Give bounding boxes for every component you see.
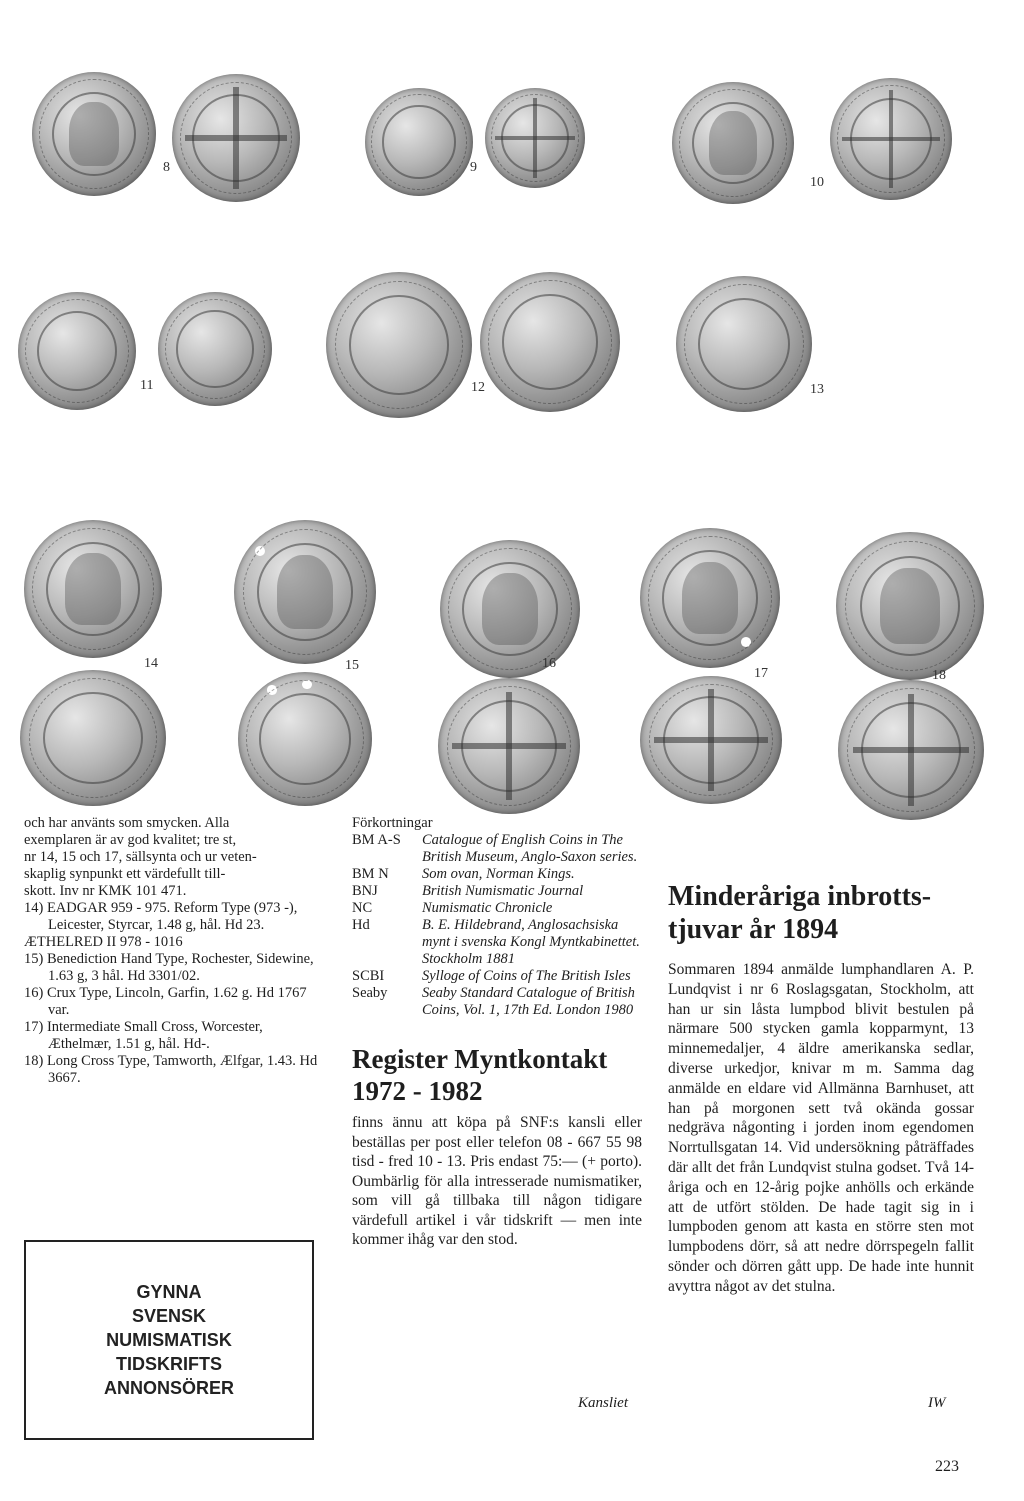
register-signature: Kansliet <box>578 1395 629 1411</box>
catalogue-column <box>24 815 324 1087</box>
figure-number: 17 <box>754 666 768 681</box>
abbreviation-value: Seaby Standard Catalogue of British Coins, Vol. 1, 17th Ed. London 1980 <box>422 985 635 1018</box>
figure-number: 10 <box>810 175 824 190</box>
ad-line: GYNNA <box>136 1282 202 1302</box>
article-title <box>668 880 974 946</box>
abbreviation-row <box>352 917 642 968</box>
abbreviation-key: Seaby <box>352 985 388 1001</box>
coin-16-reverse <box>438 678 580 814</box>
abbreviations-column <box>352 815 642 1250</box>
abbreviation-row <box>352 900 642 917</box>
advertiser-box <box>24 1240 314 1440</box>
abbreviation-value: Numismatic Chronicle <box>422 900 553 916</box>
figure-number: 14 <box>144 656 158 671</box>
figure-number: 12 <box>471 380 485 395</box>
coin-18-reverse <box>838 680 984 820</box>
abbreviation-value: Sylloge of Coins of The British Isles <box>422 968 631 984</box>
abbreviation-row <box>352 968 642 985</box>
coin-14-reverse <box>20 670 166 806</box>
abbreviation-row <box>352 866 642 883</box>
abbreviation-value: British Numismatic Journal <box>422 883 584 899</box>
article-title-line: tjuvar år 1894 <box>668 914 839 945</box>
abbreviation-key: NC <box>352 900 373 916</box>
coin-16-obverse <box>440 540 580 678</box>
figure-number: 8 <box>163 160 170 175</box>
reign-heading: ÆTHELRED II 978 - 1016 <box>24 934 183 950</box>
register-body: finns ännu att köpa på SNF:s kansli eller beställas per post eller telefon 08 - 667 55 98 tisd - fred 10 - 13. Pris endast 75:— (+ porto). Oumbärlig för alla intresserade numismatiker, som vill gå tillbaka till någon tidigare värdefull artikel i vår tidskrift — men inte kommer ihåg var den stod. <box>352 1114 642 1248</box>
coin-12-obverse <box>326 272 472 418</box>
article-body: Sommaren 1894 anmälde lumphandlaren A. P. Lundqvist i nr 6 Roslagsgatan, Stockholm, att han ur sin låsta lumpbod blivit bestulen på närmare 500 stycken gamla kopparmynt, 13 minnemedaljer, 4 äldre amerikanska sedlar, diverse urkedjor, knivar m m. Samma dag anmälde en eldare vid Allmänna Barnhuset, att han på morgonen sett två okända gossar nedgräva någonting i jorden inom egendomen Norrtullsgatan 14. Vid undersökning påträffades där allt det från Lundqvist stulna godset. Två 14-åriga och en 12-årig pojke anhölls och erkände att de utfört stölden. De hade tagit sig in i lumpboden genom att kasta en större sten mot lumpbodens dörr, så att nedre dörrspegeln fallit sönder och dörren gått upp. De hade inte hunnit avyttra något av det stulna. <box>668 961 974 1295</box>
register-title <box>352 1043 642 1107</box>
catalogue-entry: 18) Long Cross Type, Tamworth, Ælfgar, 1.43. Hd 3667. <box>24 1053 318 1086</box>
abbreviation-key: BNJ <box>352 883 378 899</box>
coin-13 <box>676 276 812 412</box>
catalogue-entry: 15) Benediction Hand Type, Rochester, Sidewine, 1.63 g, 3 hål. Hd 3301/02. <box>24 951 314 984</box>
coin-8-obverse <box>32 72 156 196</box>
register-title-line: Register Myntkontakt <box>352 1044 608 1074</box>
coin-10-reverse <box>830 78 952 200</box>
intro-line: exemplaren är av god kvalitet; tre st, <box>24 832 237 848</box>
ad-line: SVENSK <box>131 1306 206 1326</box>
article-signature: IW <box>928 1395 946 1411</box>
abbreviation-row <box>352 985 642 1019</box>
figure-number: 9 <box>470 160 477 175</box>
figure-number: 18 <box>932 668 946 683</box>
figure-number: 15 <box>345 658 359 673</box>
abbreviation-value: B. E. Hildebrand, Anglosachsiska mynt i svenska Kongl Myntkabinettet. Stockholm 1881 <box>422 917 640 967</box>
article-column <box>668 880 974 1297</box>
coin-12-reverse <box>480 272 620 412</box>
intro-line: skaplig synpunkt ett värdefullt till- <box>24 866 226 882</box>
intro-line: och har använts som smycken. Alla <box>24 815 230 831</box>
ad-line: TIDSKRIFTS <box>115 1354 222 1374</box>
article-title-line: Minderåriga inbrotts- <box>668 881 932 912</box>
intro-line: skott. Inv nr KMK 101 471. <box>24 883 187 899</box>
abbreviation-key: BM A-S <box>352 832 401 848</box>
coin-14-obverse <box>24 520 162 658</box>
abbreviation-key: Hd <box>352 917 370 933</box>
abbreviations-heading: Förkortningar <box>352 815 433 831</box>
figure-number: 11 <box>140 378 154 393</box>
abbreviation-row <box>352 832 642 866</box>
register-title-line: 1972 - 1982 <box>352 1076 483 1106</box>
page-number: 223 <box>935 1458 959 1475</box>
abbreviation-row <box>352 883 642 900</box>
abbreviation-key: SCBI <box>352 968 385 984</box>
figure-number: 16 <box>542 656 556 671</box>
coin-8-reverse <box>172 74 300 202</box>
catalogue-entry: 16) Crux Type, Lincoln, Garfin, 1.62 g. Hd 1767 var. <box>24 985 307 1018</box>
coin-15-obverse <box>234 520 376 664</box>
figure-number: 13 <box>810 382 824 397</box>
abbreviation-key: BM N <box>352 866 389 882</box>
coin-9-reverse <box>485 88 585 188</box>
coin-17-reverse <box>640 676 782 804</box>
ad-line: ANNONSÖRER <box>103 1378 234 1398</box>
abbreviation-value: Catalogue of English Coins in The British Museum, Anglo-Saxon series. <box>422 832 638 865</box>
catalogue-entry: 17) Intermediate Small Cross, Worcester, Æthelmær, 1.51 g, hål. Hd-. <box>24 1019 263 1052</box>
catalogue-entry: 14) EADGAR 959 - 975. Reform Type (973 -), Leicester, Styrcar, 1.48 g, hål. Hd 23. <box>24 900 298 933</box>
coin-10-obverse <box>672 82 794 204</box>
coin-11-obverse <box>18 292 136 410</box>
coin-11-reverse <box>158 292 272 406</box>
ad-line: NUMISMATISK <box>106 1330 232 1350</box>
coin-15-reverse <box>238 672 372 806</box>
coin-18-obverse <box>836 532 984 680</box>
intro-line: nr 14, 15 och 17, sällsynta och ur veten- <box>24 849 257 865</box>
coin-9-obverse <box>365 88 473 196</box>
coin-17-obverse <box>640 528 780 668</box>
abbreviation-value: Som ovan, Norman Kings. <box>422 866 575 882</box>
